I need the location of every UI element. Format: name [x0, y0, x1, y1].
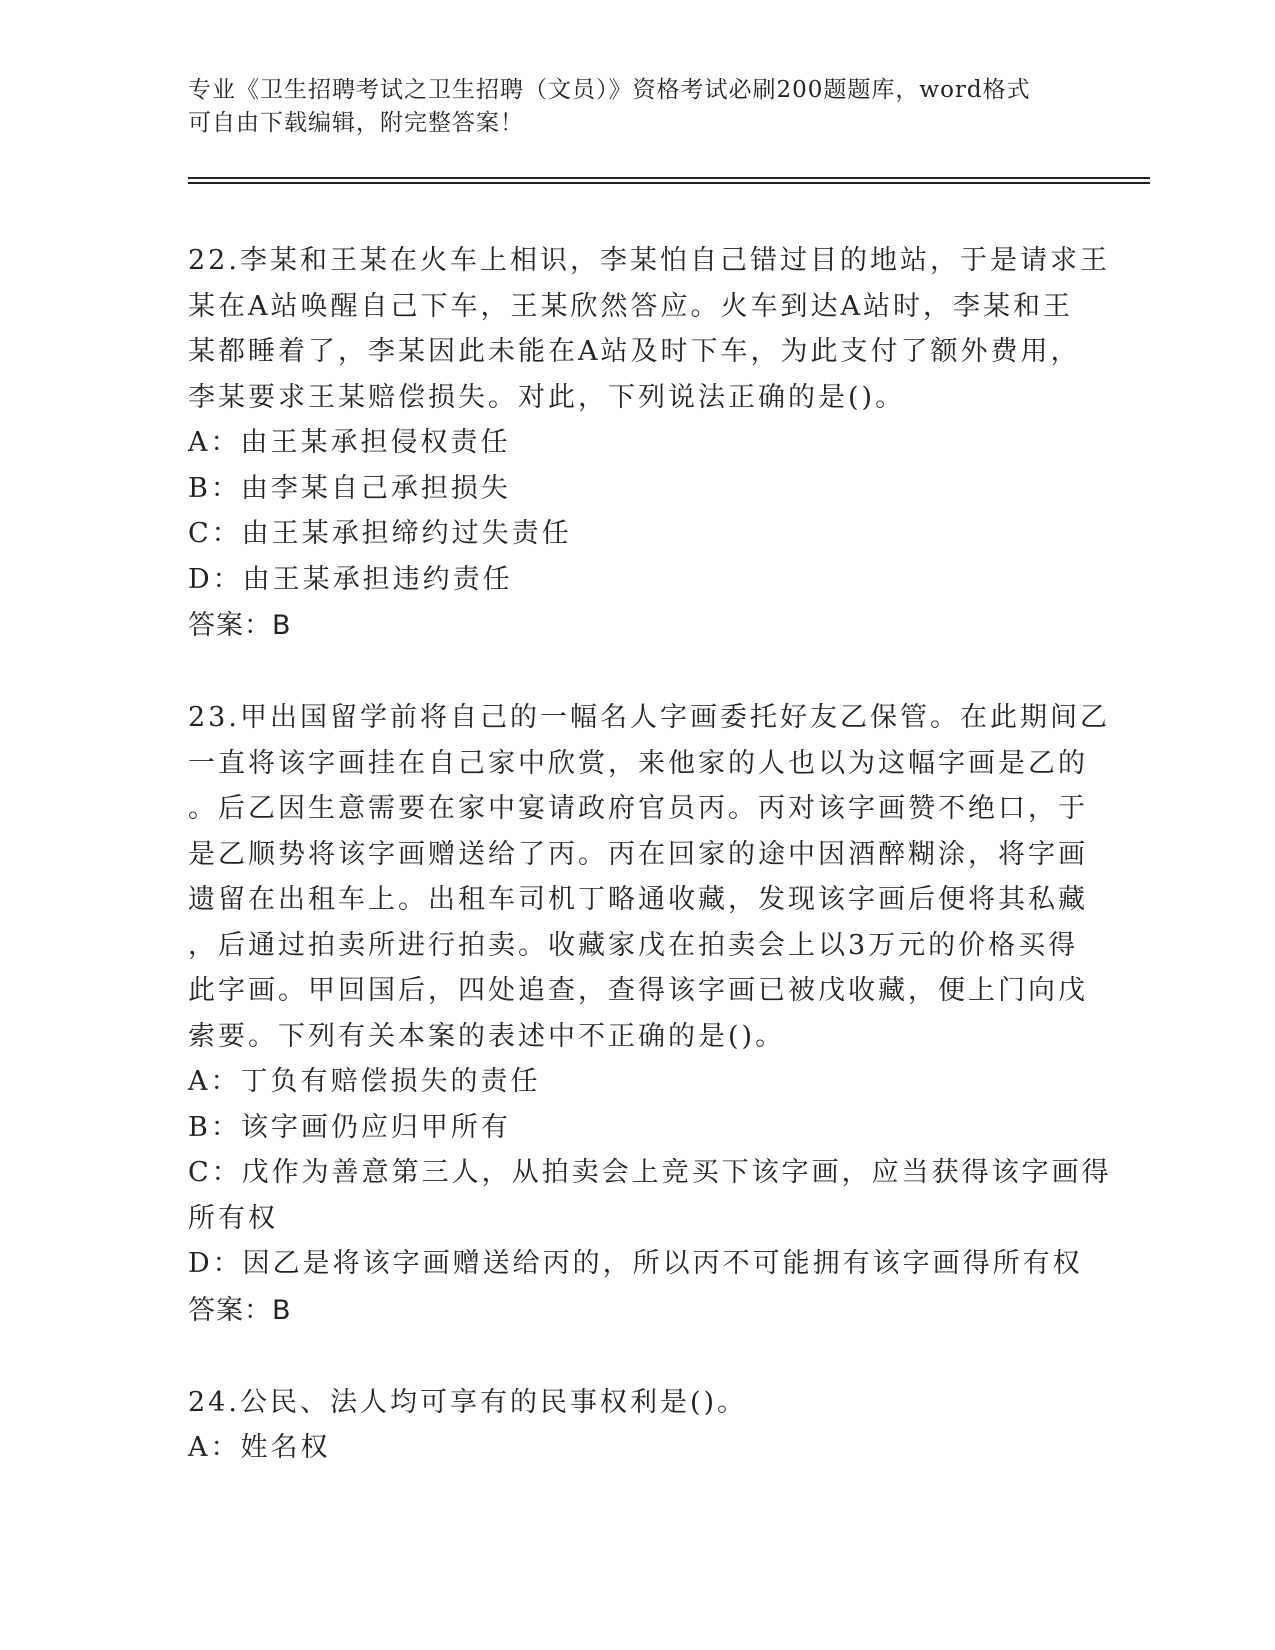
question-stem-line: 索要。下列有关本案的表述中不正确的是()。: [188, 1020, 786, 1052]
question-stem-line: 李某要求王某赔偿损失。对此，下列说法正确的是()。: [188, 381, 906, 413]
question-stem-line: 某在A站唤醒自己下车，王某欣然答应。火车到达A站时，李某和王: [188, 290, 1073, 322]
question-list: [188, 238, 1112, 1471]
option-d: D：由王某承担违约责任: [188, 563, 513, 595]
option-d: D：因乙是将该字画赠送给丙的，所以丙不可能拥有该字画得所有权: [188, 1248, 1083, 1279]
question-24: [188, 1380, 1088, 1471]
question-stem-line: 22.李某和王某在火车上相识，李某怕自己错过目的地站，于是请求王: [188, 245, 1110, 276]
option-b: B：由李某自己承担损失: [188, 472, 511, 504]
question-stem-line: 某都睡着了，李某因此未能在A站及时下车，为此支付了额外费用，: [188, 336, 1081, 367]
header-line-1: 专业《卫生招聘考试之卫生招聘（文员）》资格考试必刷200题题库，word格式: [188, 77, 1031, 103]
question-stem-line: 此字画。甲回国后，四处追查，查得该字画已被戊收藏，便上门向戊: [188, 975, 1088, 1006]
answer-line: 答案：B: [188, 610, 292, 641]
header-line-2: 可自由下载编辑，附完整答案！: [188, 110, 524, 136]
question-gap: [188, 649, 1088, 695]
option-b: B：该字画仍应归甲所有: [188, 1111, 511, 1143]
option-a: A：丁负有赔偿损失的责任: [188, 1066, 541, 1097]
question-stem-line: 是乙顺势将该字画赠送给了丙。丙在回家的途中因酒醉糊涂，将字画: [188, 838, 1088, 870]
question-stem-line: 。后乙因生意需要在家中宴请政府官员丙。丙对该字画赞不绝口，于: [188, 793, 1088, 824]
option-a: A：由王某承担侵权责任: [188, 427, 511, 458]
header-divider-top: [188, 177, 1150, 179]
option-c: C：戊作为善意第三人，从拍卖会上竞买下该字画，应当获得该字画得: [188, 1157, 1112, 1188]
answer-line: 答案：B: [188, 1294, 292, 1326]
question-stem-line: 23.甲出国留学前将自己的一幅名人字画委托好友乙保管。在此期间乙: [188, 702, 1110, 733]
question-22: [188, 238, 1110, 649]
option-a: A：姓名权: [188, 1432, 331, 1463]
option-c-continued: 所有权: [188, 1202, 278, 1234]
header-divider-bottom: [188, 182, 1150, 184]
question-stem-line: 24.公民、法人均可享有的民事权利是()。: [188, 1386, 748, 1418]
question-stem-line: ，后通过拍卖所进行拍卖。收藏家戊在拍卖会上以3万元的价格买得: [188, 929, 1079, 961]
question-23: [188, 695, 1112, 1334]
question-stem-line: 一直将该字画挂在自己家中欣赏，来他家的人也以为这幅字画是乙的: [188, 747, 1088, 779]
question-gap: [188, 1334, 1088, 1380]
question-stem-line: 遗留在出租车上。出租车司机丁略通收藏，发现该字画后便将其私藏: [188, 884, 1088, 915]
document-header: [188, 74, 1088, 140]
option-c: C：由王某承担缔约过失责任: [188, 518, 572, 549]
